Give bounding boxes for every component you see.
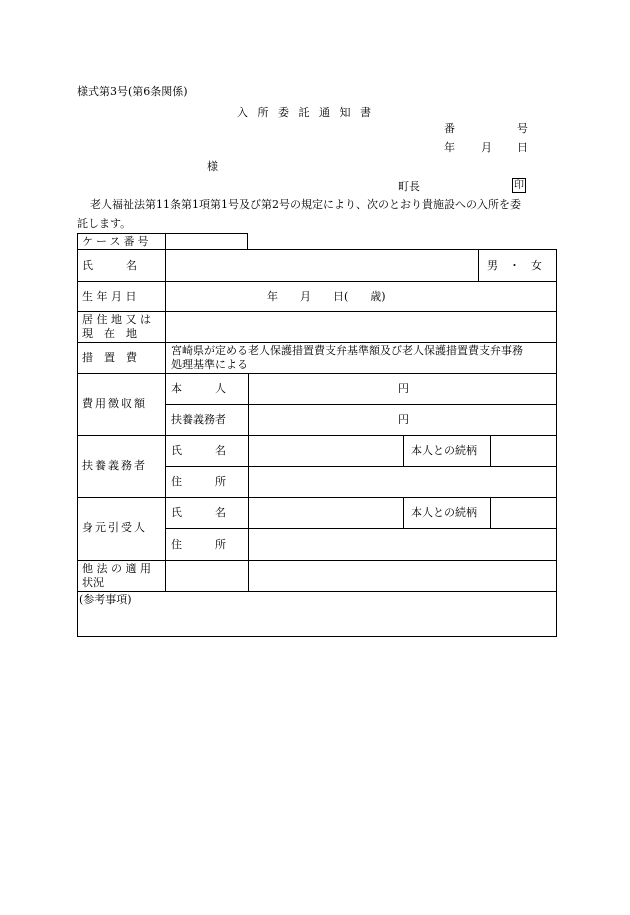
cost-value-2: 処理基準による <box>171 358 248 371</box>
number-suffix: 号 <box>517 122 528 135</box>
supporter-address-label: 住 所 <box>171 475 226 488</box>
form-number: 様式第3号(第6条関係) <box>77 85 188 98</box>
addressee-honorific: 様 <box>207 160 218 173</box>
residence-label-2: 現 在 地 <box>82 327 137 340</box>
fee-label: 費用徴収額 <box>82 397 147 410</box>
supporter-label: 扶養義務者 <box>82 459 147 472</box>
remarks-label: (参考事項) <box>79 593 132 606</box>
other-law-label-1: 他 法 の 適 用 <box>82 562 151 575</box>
body-text-line1: 老人福祉法第11条第1項第1号及び第2号の規定により、次のとおり貴施設への入所を委 <box>90 198 521 211</box>
supporter-relation-label: 本人との続柄 <box>411 444 477 457</box>
body-text-line2: 託します。 <box>77 217 132 230</box>
guarantor-address-label: 住 所 <box>171 538 226 551</box>
number-label: 番 <box>444 122 455 135</box>
cost-label: 措 置 費 <box>82 351 137 364</box>
document-title: 入 所 委 託 通 知 書 <box>237 106 374 119</box>
residence-label-1: 居 住 地 又 は <box>82 313 151 326</box>
date-month: 月 <box>481 141 492 154</box>
dob-label: 生 年 月 日 <box>82 290 137 303</box>
dob-value: 年 月 日( 歳) <box>267 290 386 303</box>
supporter-name-label: 氏 名 <box>171 444 226 457</box>
date-year: 年 <box>444 141 455 154</box>
fee-self-label: 本 人 <box>171 382 226 395</box>
name-label: 氏 名 <box>82 259 137 272</box>
fee-supporter-label: 扶養義務者 <box>171 413 226 426</box>
case-number-label: ケース番号 <box>82 235 152 248</box>
fee-supporter-yen: 円 <box>398 413 409 426</box>
other-law-label-2: 状況 <box>82 576 104 589</box>
guarantor-name-label: 氏 名 <box>171 506 226 519</box>
guarantor-relation-label: 本人との続柄 <box>411 506 477 519</box>
fee-self-yen: 円 <box>398 382 409 395</box>
date-day: 日 <box>517 141 528 154</box>
cost-value-1: 宮崎県が定める老人保護措置費支弁基準額及び老人保護措置費支弁事務 <box>171 344 523 357</box>
seal-mark: 印 <box>514 180 524 191</box>
sender-title: 町長 <box>398 180 420 193</box>
gender-options: 男 ・ 女 <box>487 259 542 272</box>
guarantor-label: 身元引受人 <box>82 521 147 534</box>
